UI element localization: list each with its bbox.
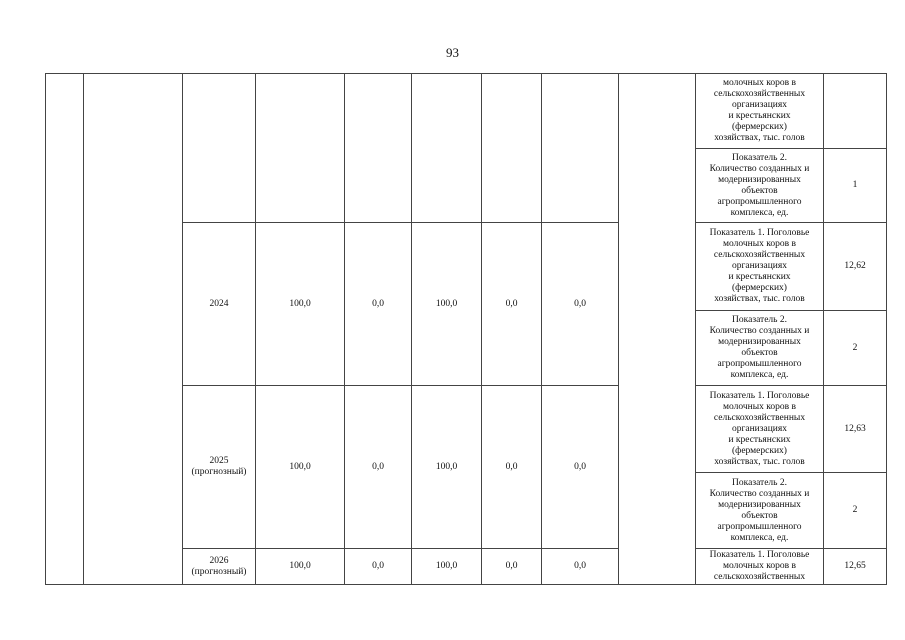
value-cell [542, 74, 619, 223]
value-cell: 100,0 [256, 386, 345, 549]
page-number: 93 [446, 45, 459, 60]
value-cell: 0,0 [345, 223, 412, 386]
value-cell: 0,0 [542, 223, 619, 386]
value-cell: 100,0 [256, 549, 345, 585]
indicator-text: Показатель 1. Поголовье молочных коров в сельскохозяйственных [696, 549, 824, 585]
indicator-text: Показатель 1. Поголовье молочных коров в сельскохозяйственных организациях и крестьянских (фермерских) хозяйствах, тыс. голов [696, 386, 824, 473]
value-cell: 0,0 [542, 549, 619, 585]
value-cell [345, 74, 412, 223]
indicator-value [824, 74, 887, 149]
col-number-cell [46, 74, 84, 585]
value-cell: 100,0 [256, 223, 345, 386]
value-cell: 0,0 [482, 549, 542, 585]
value-cell [256, 74, 345, 223]
year-cell [183, 74, 256, 223]
year-cell: 2026 (прогнозный) [183, 549, 256, 585]
table-row [46, 74, 887, 149]
indicator-text: Показатель 2. Количество созданных и модернизированных объектов агропромышленного комплекса, ед. [696, 149, 824, 223]
indicator-text: Показатель 2. Количество созданных и модернизированных объектов агропромышленного комплекса, ед. [696, 311, 824, 386]
indicator-text: Показатель 1. Поголовье молочных коров в сельскохозяйственных организациях и крестьянских (фермерских) хозяйствах, тыс. голов [696, 223, 824, 311]
indicator-value: 2 [824, 311, 887, 386]
value-cell: 0,0 [345, 386, 412, 549]
indicator-value: 12,63 [824, 386, 887, 473]
value-cell: 0,0 [542, 386, 619, 549]
value-cell: 0,0 [345, 549, 412, 585]
col-name-cell [84, 74, 183, 585]
indicator-value: 12,65 [824, 549, 887, 585]
value-cell: 100,0 [412, 386, 482, 549]
value-cell: 0,0 [482, 223, 542, 386]
value-cell: 0,0 [482, 386, 542, 549]
indicator-value: 2 [824, 473, 887, 549]
indicator-text: молочных коров в сельскохозяйственных организациях и крестьянских (фермерских) хозяйствах, тыс. голов [696, 74, 824, 149]
value-cell [482, 74, 542, 223]
col-result-cell [619, 74, 696, 585]
indicator-value: 1 [824, 149, 887, 223]
value-cell [412, 74, 482, 223]
year-cell: 2024 [183, 223, 256, 386]
year-cell: 2025 (прогнозный) [183, 386, 256, 549]
value-cell: 100,0 [412, 223, 482, 386]
program-table [45, 73, 887, 585]
indicator-text: Показатель 2. Количество созданных и модернизированных объектов агропромышленного комплекса, ед. [696, 473, 824, 549]
indicator-value: 12,62 [824, 223, 887, 311]
value-cell: 100,0 [412, 549, 482, 585]
